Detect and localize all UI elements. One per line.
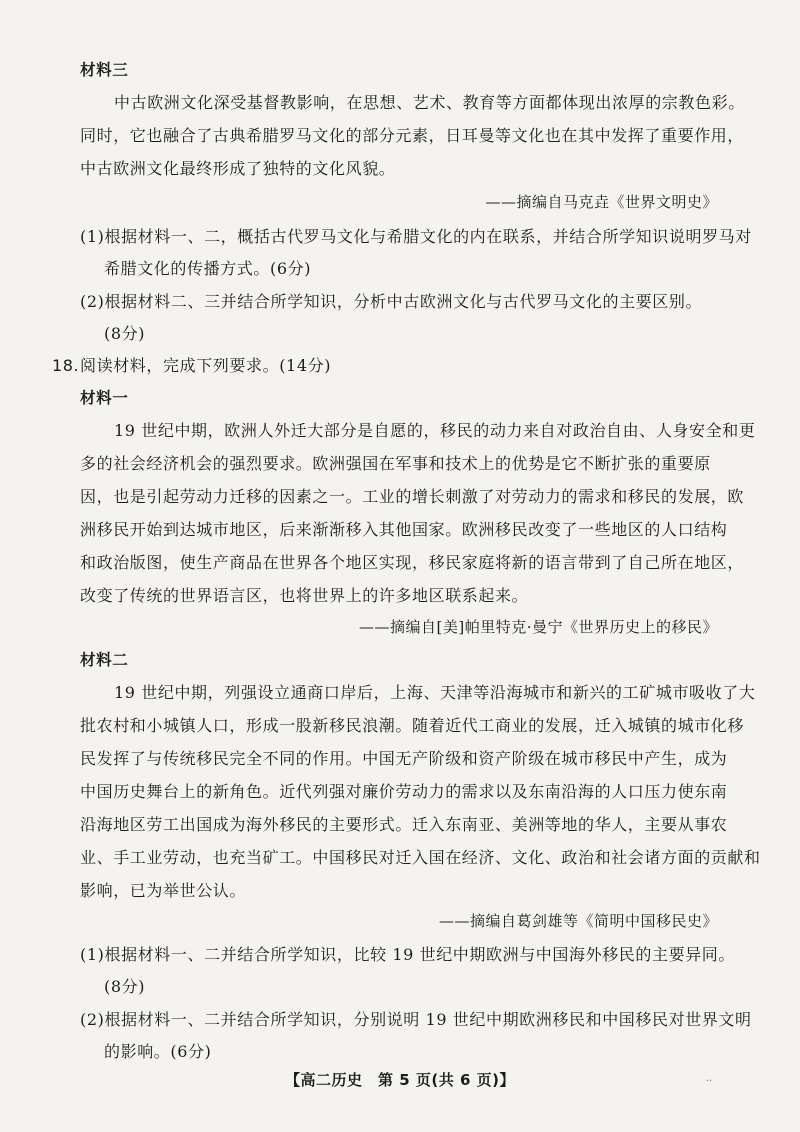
material2-line-3: 民发挥了与传统移民完全不同的作用。中国无产阶级和资产阶级在城市移民中产生，成为	[80, 749, 728, 768]
question-18-sub-2-line-1: (2)根据材料一、二并结合所学知识，分别说明 19 世纪中期欧洲移民和中国移民对世界文明	[80, 1010, 752, 1029]
material1-line-1: 19 世纪中期，欧洲人外迁大部分是自愿的，移民的动力来自对政治自由、人身安全和更	[114, 421, 756, 440]
question-18-prompt: 阅读材料，完成下列要求。(14分)	[80, 356, 332, 375]
prev-question-2-line-2: (8分)	[104, 324, 146, 343]
material3-line-1: 中古欧洲文化深受基督教影响，在思想、艺术、教育等方面都体现出浓厚的宗教色彩。	[114, 93, 745, 112]
material2-line-6: 业、手工业劳动，也充当矿工。中国移民对迁入国在经济、文化、政治和社会诸方面的贡献和	[80, 848, 761, 867]
material2-line-2: 批农村和小城镇人口，形成一股新移民浪潮。随着近代工商业的发展，迁入城镇的城市化移	[80, 716, 745, 735]
page-footer: 【高二历史 第 5 页(共 6 页)】	[285, 1071, 515, 1089]
prev-question-2-line-1: (2)根据材料二、三并结合所学知识，分析中古欧洲文化与古代罗马文化的主要区别。	[80, 292, 703, 311]
material2-line-7: 影响，已为举世公认。	[80, 881, 247, 900]
question-18-sub-1-line-1: (1)根据材料一、二并结合所学知识，比较 19 世纪中期欧洲与中国海外移民的主要异同。	[80, 945, 735, 964]
material1-source: ——摘编自[美]帕里特克·曼宁《世界历史上的移民》	[359, 618, 718, 636]
material1-title: 材料一	[80, 389, 129, 407]
question-18-sub-1-line-2: (8分)	[104, 977, 146, 996]
material2-title: 材料二	[80, 651, 129, 669]
material3-line-3: 中古欧洲文化最终形成了独特的文化风貌。	[80, 159, 396, 178]
material1-line-3: 因，也是引起劳动力迁移的因素之一。工业的增长刺激了对劳动力的需求和移民的发展，欧	[80, 487, 745, 506]
corner-mark: ··	[706, 1076, 713, 1087]
prev-question-1-line-2: 希腊文化的传播方式。(6分)	[104, 259, 312, 278]
material3-line-2: 同时，它也融合了古典希腊罗马文化的部分元素，日耳曼等文化也在其中发挥了重要作用，	[80, 126, 745, 145]
material3-title: 材料三	[80, 61, 129, 79]
prev-question-1-line-1: (1)根据材料一、二，概括古代罗马文化与希腊文化的内在联系，并结合所学知识说明罗马对	[80, 227, 752, 246]
question-18-number: 18.	[52, 356, 80, 375]
material3-source: ——摘编自马克垚《世界文明史》	[485, 193, 718, 211]
question-18-sub-2-line-2: 的影响。(6分)	[104, 1042, 212, 1061]
material1-line-2: 多的社会经济机会的强烈要求。欧洲强国在军事和技术上的优势是它不断扩张的重要原	[80, 454, 711, 473]
material1-line-4: 洲移民开始到达城市地区，后来渐渐移入其他国家。欧洲移民改变了一些地区的人口结构	[80, 520, 728, 539]
material2-line-1: 19 世纪中期，列强设立通商口岸后，上海、天津等沿海城市和新兴的工矿城市吸收了大	[114, 683, 756, 702]
material2-source: ——摘编自葛剑雄等《简明中国移民史》	[438, 912, 718, 930]
material2-line-5: 沿海地区劳工出国成为海外移民的主要形式。迁入东南亚、美洲等地的华人，主要从事农	[80, 815, 728, 834]
material1-line-6: 改变了传统的世界语言区，也将世界上的许多地区联系起来。	[80, 586, 529, 605]
material1-line-5: 和政治版图，使生产商品在世界各个地区实现，移民家庭将新的语言带到了自己所在地区，	[80, 553, 745, 572]
material2-line-4: 中国历史舞台上的新角色。近代列强对廉价劳动力的需求以及东南沿海的人口压力使东南	[80, 782, 728, 801]
